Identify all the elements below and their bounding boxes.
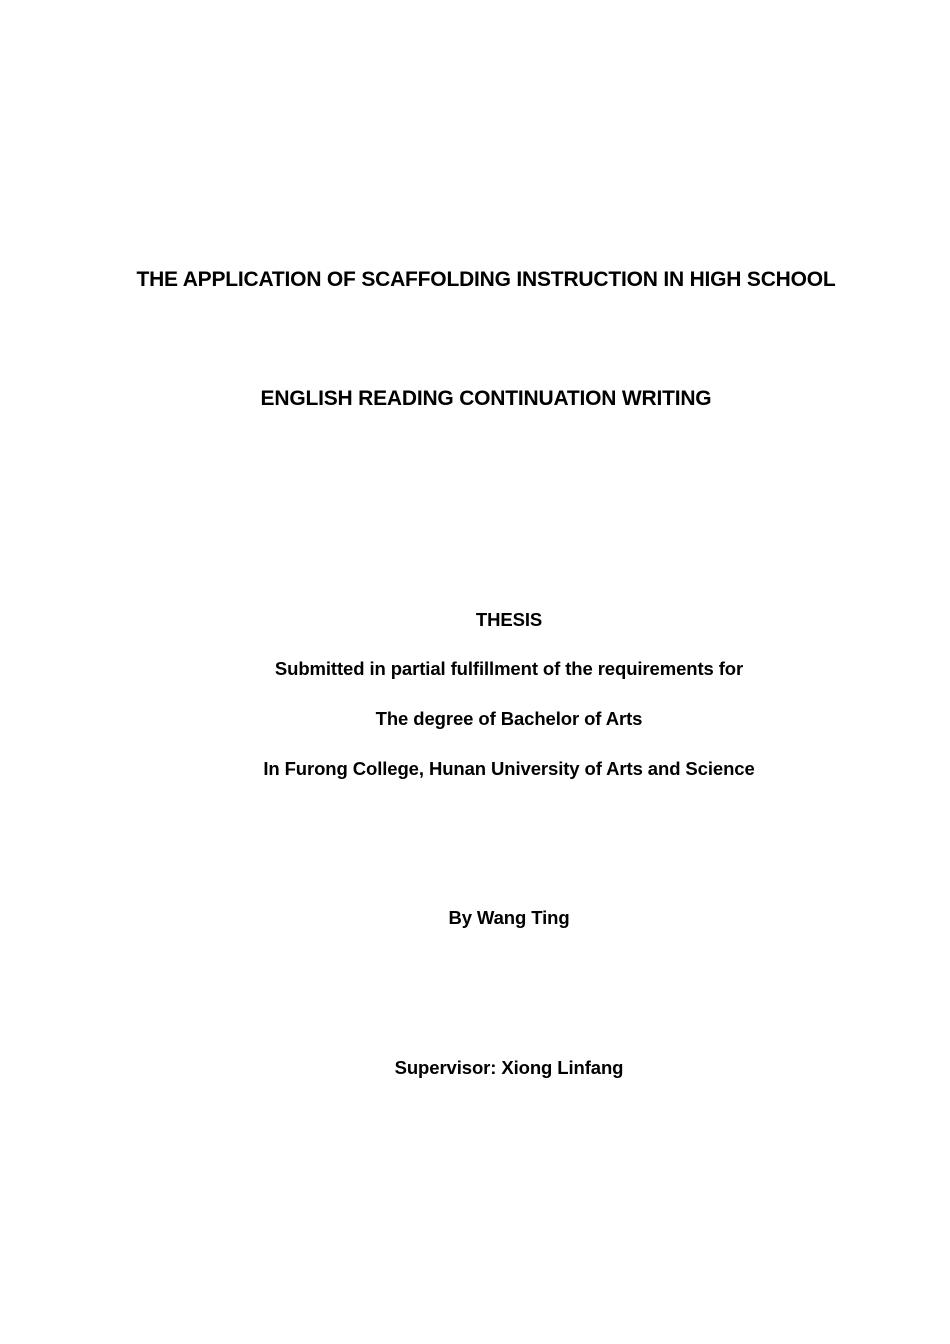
institution-statement: In Furong College, Hunan University of Arts and Science: [263, 758, 755, 779]
degree-statement: The degree of Bachelor of Arts: [375, 708, 643, 729]
submission-statement: Submitted in partial fulfillment of the requirements for: [274, 658, 744, 679]
supervisor-line: Supervisor: Xiong Linfang: [394, 1057, 624, 1078]
thesis-title-line-2: ENGLISH READING CONTINUATION WRITING: [260, 387, 712, 410]
thesis-title-line-1: THE APPLICATION OF SCAFFOLDING INSTRUCTION IN HIGH SCHOOL: [136, 268, 836, 291]
author-line: By Wang Ting: [448, 907, 570, 928]
thesis-label: THESIS: [475, 609, 543, 630]
